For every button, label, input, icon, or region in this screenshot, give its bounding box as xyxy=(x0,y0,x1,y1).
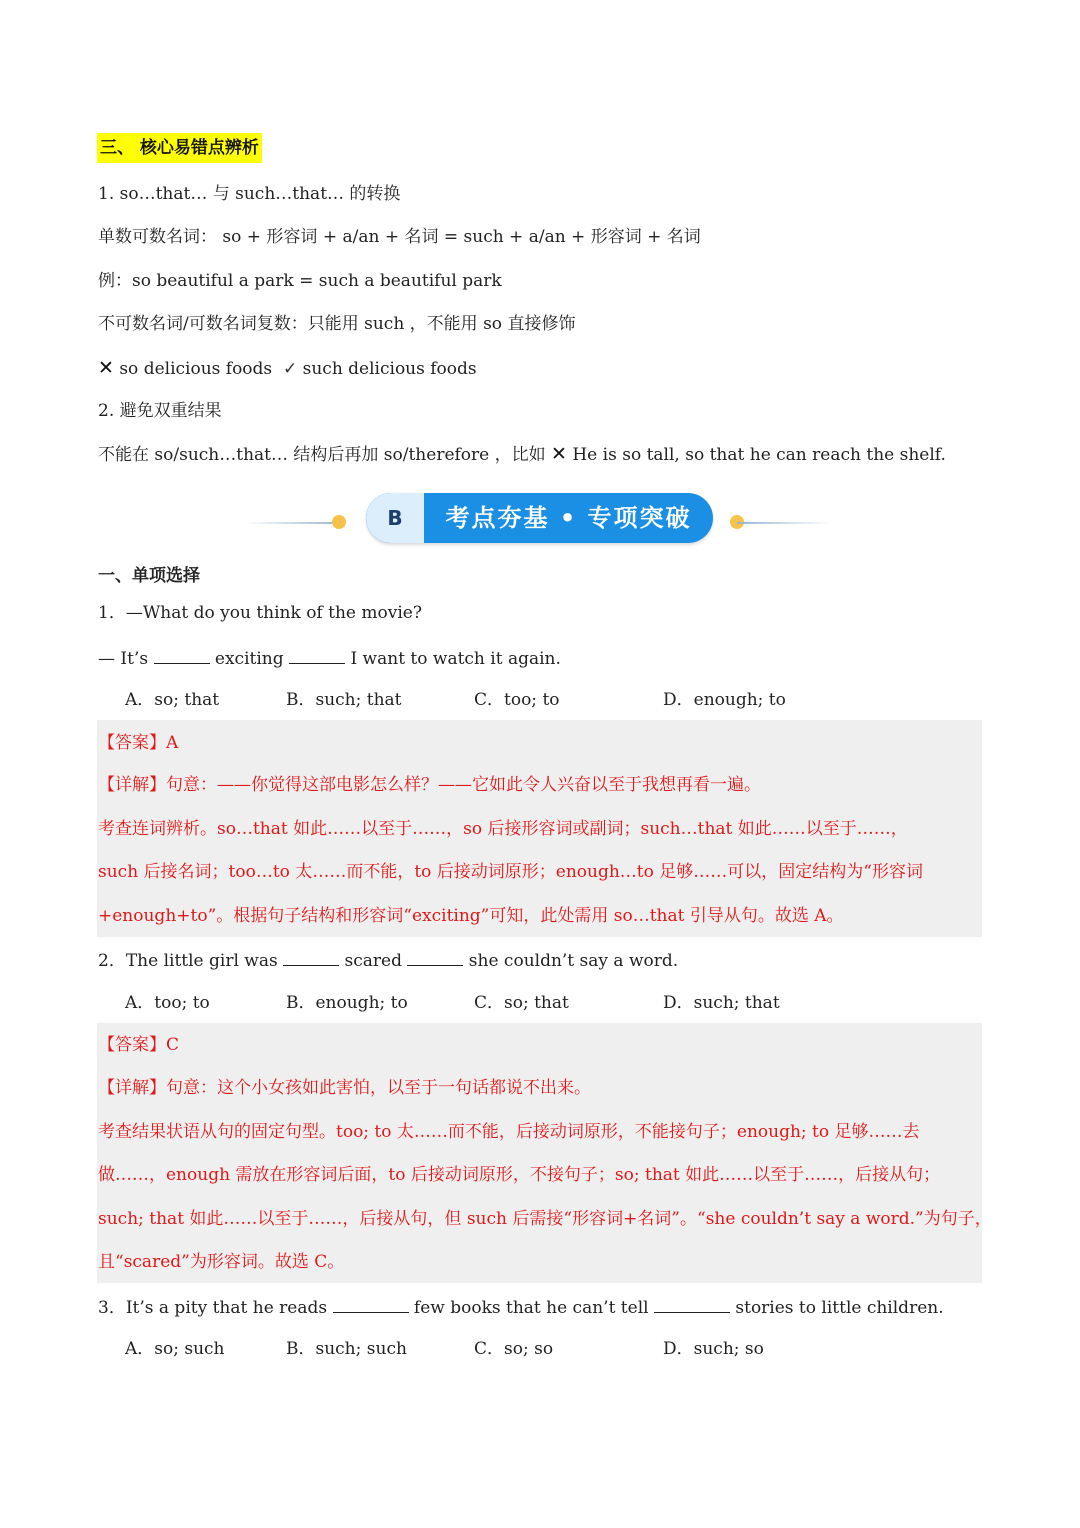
q2-stem-part: scared xyxy=(344,951,402,971)
q2-option-c: C．so; that xyxy=(474,993,569,1013)
q1-stem-part: I want to watch it again. xyxy=(350,649,561,669)
q3-option-a: A．so; such xyxy=(125,1339,225,1359)
q1-detail-line: 考查连词辨析。so…that 如此……以至于……，so 后接形容词或副词；such…that 如此……以至于……， xyxy=(98,819,908,839)
rule-double-result-text: 不能在 so/such…that… 结构后再加 so/therefore ，比如 xyxy=(98,445,546,465)
check-icon: ✓ xyxy=(282,359,298,379)
q1-stem-part: exciting xyxy=(214,649,284,669)
item2-title: 2. 避免双重结果 xyxy=(98,401,222,421)
answer-blank xyxy=(283,947,339,966)
q1-stem-line2 xyxy=(98,645,561,671)
q1-detail-line: +enough+to”。根据句子结构和形容词“exciting”可知，此处需用 so…that 引导从句。故选 A。 xyxy=(98,906,844,926)
banner-letter: B xyxy=(366,493,424,543)
q1-option-b: B．such; that xyxy=(286,690,402,710)
section-heading-highlight: 三、 核心易错点辨析 xyxy=(97,133,262,163)
q2-stem-part: she couldn’t say a word. xyxy=(468,951,679,971)
q1-option-d: D．enough; to xyxy=(663,690,786,710)
banner-left-dot xyxy=(332,515,346,529)
q3-option-d: D．such; so xyxy=(663,1339,764,1359)
banner-title: 考点夯基 • 专项突破 xyxy=(445,504,692,532)
rule-double-result-example: He is so tall, so that he can reach the shelf. xyxy=(572,445,946,465)
q1-answer: 【答案】A xyxy=(98,733,179,753)
q1-stem-part: — It’s xyxy=(98,649,149,669)
banner-left-line xyxy=(245,522,340,524)
cross-icon: ✕ xyxy=(98,357,114,379)
q3-stem-part: stories to little children. xyxy=(735,1298,944,1318)
q1-option-a: A．so; that xyxy=(125,690,220,710)
q2-option-d: D．such; that xyxy=(663,993,780,1013)
q2-detail-line: 考查结果状语从句的固定句型。too; to 太……而不能，后接动词原形，不能接句子；enough; to 足够……去 xyxy=(98,1122,920,1142)
answer-blank xyxy=(154,645,210,664)
q2-answer-box xyxy=(97,1023,982,1283)
q2-option-b: B．enough; to xyxy=(286,993,408,1013)
section-banner xyxy=(245,488,835,548)
cross-icon: ✕ xyxy=(551,443,567,465)
right-example: such delicious foods xyxy=(302,359,477,379)
q2-detail-line: such; that 如此……以至于……，后接从句，但 such 后需接“形容词+名词”。“she couldn’t say a word.”为句子， xyxy=(98,1209,992,1229)
banner-pill xyxy=(366,493,713,543)
q2-stem-part: 2．The little girl was xyxy=(98,951,278,971)
answer-blank xyxy=(654,1294,730,1313)
q2-answer: 【答案】C xyxy=(98,1035,180,1055)
item1-title: 1. so…that… 与 such…that… 的转换 xyxy=(98,184,401,204)
q2-detail-line: 【详解】句意：这个小女孩如此害怕，以至于一句话都说不出来。 xyxy=(98,1078,591,1098)
q1-detail-line: such 后接名词；too…to 太……而不能，to 后接动词原形；enough…to 足够……可以，固定结构为“形容词 xyxy=(98,862,923,882)
answer-blank xyxy=(333,1294,409,1313)
rule-plural: 不可数名词/可数名词复数：只能用 such ，不能用 so 直接修饰 xyxy=(98,314,576,334)
q3-option-b: B．such; such xyxy=(286,1339,407,1359)
answer-blank xyxy=(407,947,463,966)
example-wrong-right xyxy=(98,356,477,381)
q3-stem-part: few books that he can’t tell xyxy=(413,1298,649,1318)
q3-stem-part: 3．It’s a pity that he reads xyxy=(98,1298,328,1318)
rule-singular: 单数可数名词： so + 形容词 + a/an + 名词 = such + a/an + 形容词 + 名词 xyxy=(98,227,701,247)
answer-blank xyxy=(289,645,345,664)
q1-detail-line: 【详解】句意：——你觉得这部电影怎么样？——它如此令人兴奋以至于我想再看一遍。 xyxy=(98,775,761,795)
q1-option-c: C．too; to xyxy=(474,690,560,710)
section-heading: 一、单项选择 xyxy=(98,566,200,586)
q2-detail-line: 且“scared”为形容词。故选 C。 xyxy=(98,1252,345,1272)
q1-stem-line1: 1．—What do you think of the movie? xyxy=(98,603,422,623)
banner-right-line xyxy=(737,522,832,524)
rule-double-result xyxy=(98,442,946,467)
example-line: 例：so beautiful a park = such a beautiful park xyxy=(98,271,502,291)
wrong-example: so delicious foods xyxy=(119,359,273,379)
q2-option-a: A．too; to xyxy=(125,993,210,1013)
q2-stem xyxy=(98,947,678,973)
q2-detail-line: 做……，enough 需放在形容词后面，to 后接动词原形，不接句子；so; that 如此……以至于……，后接从句； xyxy=(98,1165,941,1185)
q3-stem xyxy=(98,1294,944,1320)
q3-option-c: C．so; so xyxy=(474,1339,554,1359)
